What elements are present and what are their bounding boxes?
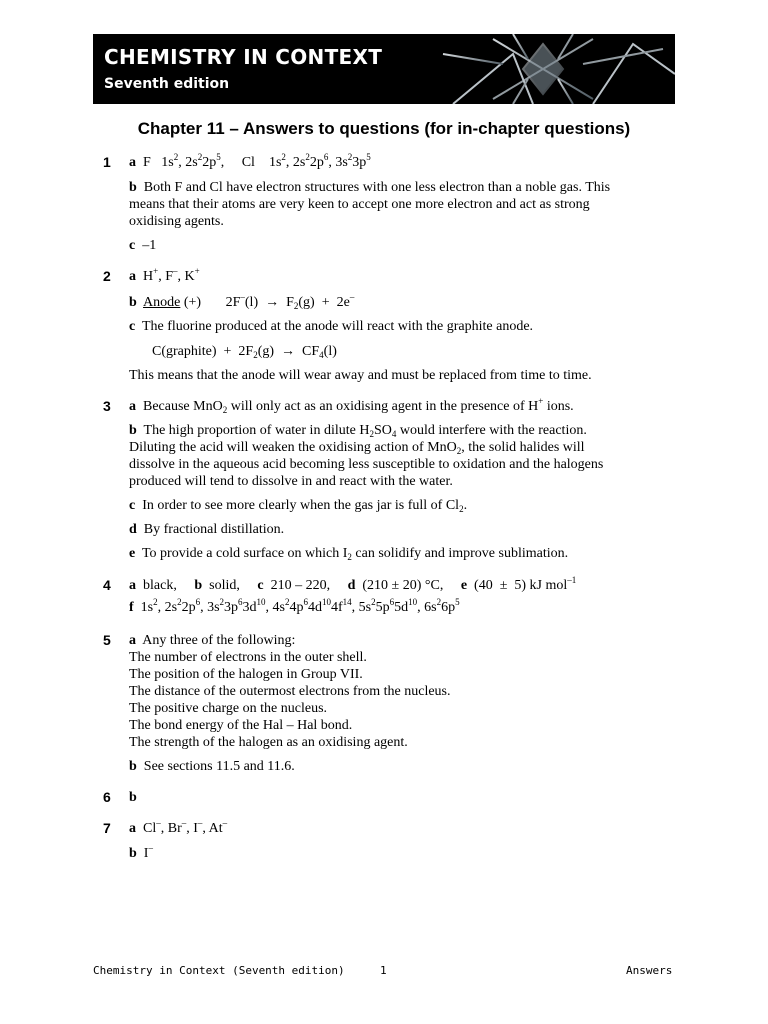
question-number: 2 xyxy=(103,268,111,284)
q1-part-b: b Both F and Cl have electron structures with one less electron than a noble gas. This xyxy=(129,180,611,195)
q3-part-b-line: produced will tend to dissolve in and react with the water. xyxy=(129,474,453,489)
question-number: 1 xyxy=(103,154,111,170)
book-edition: Seventh edition xyxy=(104,76,230,92)
footer-book-title: Chemistry in Context (Seventh edition) xyxy=(93,964,345,977)
q5-list-item: The position of the halogen in Group VII. xyxy=(129,667,363,682)
q3-part-b-line: Diluting the acid will weaken the oxidising action of MnO$_2$, the solid halides will xyxy=(129,440,585,456)
q2-part-b: b Anode (+) $2F^-(l) \to F_2(g) + 2e^-$ xyxy=(129,292,355,311)
q7-part-b: b I– xyxy=(129,843,153,861)
question-number: 6 xyxy=(103,789,111,805)
q6-answer: b xyxy=(129,790,137,805)
q2-part-a: a H+, F–, K+ xyxy=(129,266,200,284)
q2-part-c-note: This means that the anode will wear away and must be replaced from time to time. xyxy=(129,368,592,383)
q4-part-f: f $1s^2$, $2s^22p^6$, $3s^23p^63d^{10}$, $4s^24p^64d^{10}4f^{14}$, $5s^25p^65d^{10}$, $6s^26p^5$ xyxy=(129,597,460,615)
snowflake-crystal-image xyxy=(393,34,675,104)
q3-part-c: c In order to see more clearly when the gas jar is full of $Cl_2$. xyxy=(129,498,468,514)
q1-part-a: a F $1s^2$, $2s^22p^5$, Cl $1s^2$, $2s^22p^6$, $3s^23p^5$ xyxy=(129,152,371,170)
q5-list-item: The number of electrons in the outer shell. xyxy=(129,650,367,665)
q5-list-item: The bond energy of the Hal – Hal bond. xyxy=(129,718,353,733)
q3-part-a: a Because MnO$_2$ will only act as an oxidising agent in the presence of H+ ions. xyxy=(129,396,574,415)
q4-parts-a-e: a black, b solid, c 210 – 220, d (210 ± 20) °C, e (40 ± 5) kJ mol$^{-1}$ xyxy=(129,575,577,593)
q3-part-b: b The high proportion of water in dilute $H_2SO_4$ would interfere with the reaction. xyxy=(129,423,587,439)
q5-part-a: a Any three of the following: xyxy=(129,633,296,648)
header-banner xyxy=(93,34,675,104)
q5-part-b: b See sections 11.5 and 11.6. xyxy=(129,759,295,774)
q3-part-b-line: dissolve in the aqueous acid becoming less susceptible to oxidation and the halogens xyxy=(129,457,604,472)
chapter-title: Chapter 11 – Answers to questions (for in-chapter questions) xyxy=(137,119,631,138)
q1-part-c: c –1 xyxy=(129,238,157,253)
q5-list-item: The strength of the halogen as an oxidising agent. xyxy=(129,735,408,750)
q7-part-a: a Cl–, Br–, I–, At– xyxy=(129,818,228,836)
question-number: 3 xyxy=(103,398,111,414)
q2-part-c: c The fluorine produced at the anode will react with the graphite anode. xyxy=(129,319,534,334)
q5-list-item: The distance of the outermost electrons from the nucleus. xyxy=(129,684,451,699)
question-number: 7 xyxy=(103,820,111,836)
book-title: CHEMISTRY IN CONTEXT xyxy=(104,45,383,69)
question-number: 4 xyxy=(103,577,111,593)
q5-list-item: The positive charge on the nucleus. xyxy=(129,701,328,716)
q3-part-d: d By fractional distillation. xyxy=(129,522,285,537)
q2-equation: C(graphite) + $2F_2(g) \to CF_4(l)$ xyxy=(152,344,337,360)
question-number: 5 xyxy=(103,632,111,648)
footer-section: Answers xyxy=(626,964,673,977)
q1-part-b-line: oxidising agents. xyxy=(129,214,224,229)
q1-part-b-line: means that their atoms are very keen to accept one more electron and act as strong xyxy=(129,197,590,212)
footer-page-number: 1 xyxy=(380,964,387,977)
q3-part-e: e To provide a cold surface on which $I_2$ can solidify and improve sublimation. xyxy=(129,546,569,562)
